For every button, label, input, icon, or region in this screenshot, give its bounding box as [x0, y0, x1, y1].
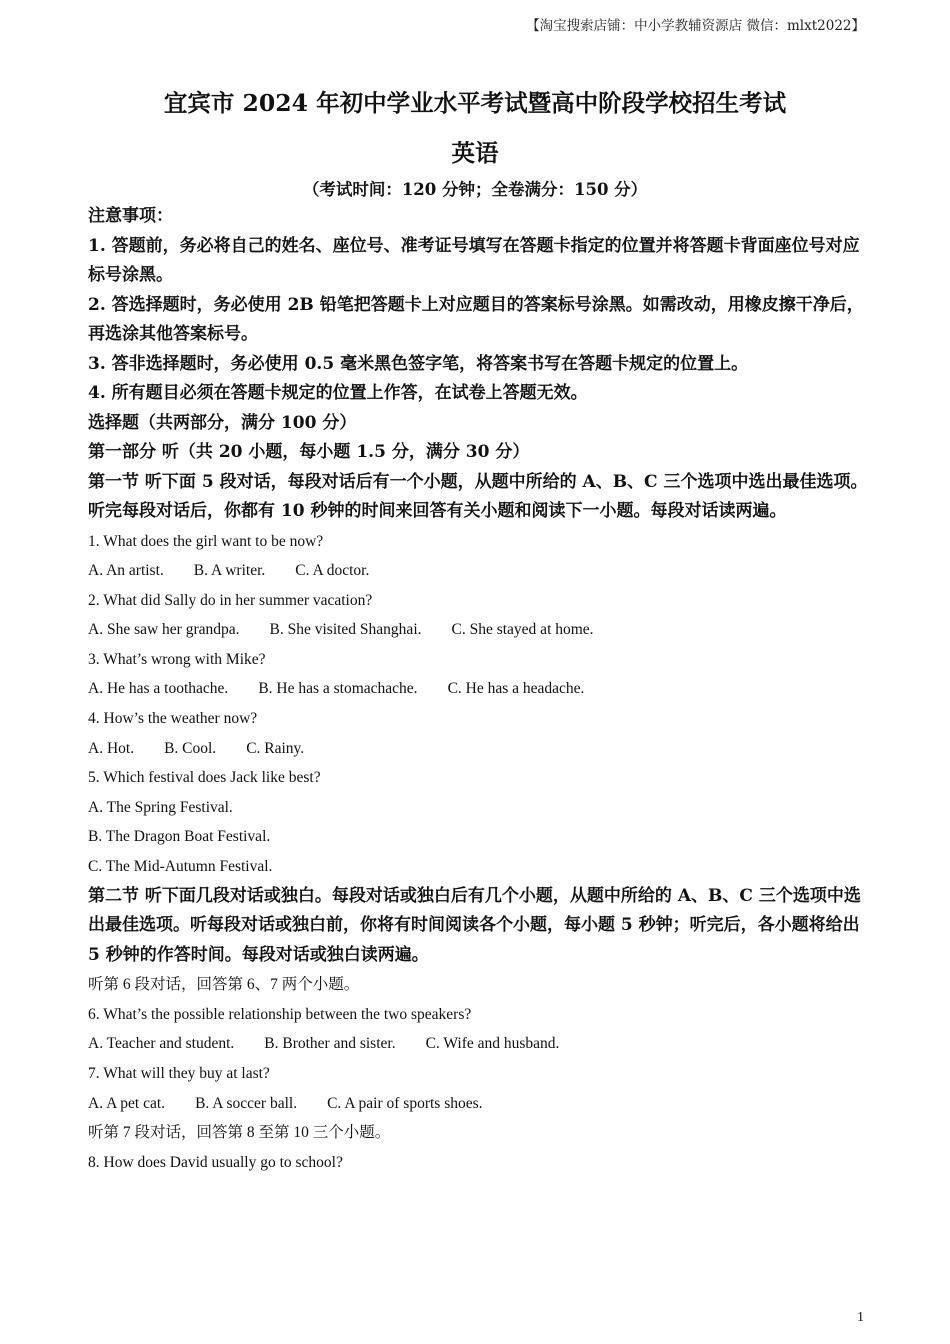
option-c: C. The Mid-Autumn Festival. [88, 858, 273, 876]
time-info: （考试时间：120 分钟；全卷满分：150 分） [302, 180, 648, 199]
option-b: B. A soccer ball. [195, 1094, 298, 1112]
dialog-7-note: 听第 7 段对话，回答第 8 至第 10 三个小题。 [88, 1124, 391, 1142]
notice-item-2: 2. 答选择题时，务必使用 2B 铅笔把答题卡上对应题目的答案标号涂黑。如需改动，用橡皮擦干净后，再选涂其他答案标号。 [88, 294, 864, 344]
option-a: A. An artist. [88, 562, 164, 580]
option-b: B. A writer. [193, 562, 266, 580]
option-a: A. The Spring Festival. [88, 798, 233, 816]
notice-item-1: 1. 答题前，务必将自己的姓名、座位号、准考证号填写在答题卡指定的位置并将答题卡背面座位号对应标号涂黑。 [88, 235, 860, 285]
section1-intro: 第一节 听下面 5 段对话，每段对话后有一个小题，从题中所给的 A、B、C 三个选项中选出最佳选项。听完每段对话后，你都有 10 秒钟的时间来回答有关小题和阅读下一小题。每段对话读两遍。 [88, 471, 868, 521]
question-4-options [88, 734, 868, 764]
question-6-options [88, 1029, 868, 1059]
exam-title: 宜宾市 2024 年初中学业水平考试暨高中阶段学校招生考试 [163, 89, 787, 117]
dialog-6-note: 听第 6 段对话，回答第 6、7 两个小题。 [88, 976, 360, 994]
question-3-options [88, 674, 868, 704]
notice-item-4: 4. 所有题目必须在答题卡规定的位置上作答，在试卷上答题无效。 [88, 383, 588, 403]
option-a: A. He has a toothache. [88, 680, 229, 698]
option-c: C. Wife and husband. [425, 1035, 560, 1053]
option-b: B. Cool. [164, 739, 217, 757]
notice-heading: 注意事项： [88, 206, 173, 226]
option-c: C. A doctor. [295, 562, 370, 580]
option-b: B. The Dragon Boat Festival. [88, 828, 271, 846]
question-1-options [88, 556, 868, 586]
option-c: C. A pair of sports shoes. [327, 1094, 483, 1112]
section2-intro: 第二节 听下面几段对话或独白。每段对话或独白后有几个小题，从题中所给的 A、B、C 三个选项中选出最佳选项。听每段对话或独白前，你将有时间阅读各个小题，每小题 5 秒钟；听完后，各小题将给出 5 秒钟的作答时间。每段对话或独白读两遍。 [88, 885, 861, 965]
question-6-stem: 6. What’s the possible relationship between the two speakers? [88, 1005, 472, 1023]
option-a: A. A pet cat. [88, 1094, 166, 1112]
option-c: C. She stayed at home. [451, 621, 594, 639]
question-2-stem: 2. What did Sally do in her summer vacation? [88, 591, 373, 609]
question-1-stem: 1. What does the girl want to be now? [88, 532, 324, 550]
question-4-stem: 4. How’s the weather now? [88, 710, 258, 728]
part1-heading: 第一部分 听（共 20 小题，每小题 1.5 分，满分 30 分） [88, 442, 530, 462]
question-5-stem: 5. Which festival does Jack like best? [88, 769, 321, 787]
option-a: A. She saw her grandpa. [88, 621, 240, 639]
subject-title: 英语 [451, 139, 499, 167]
header-note: 【淘宝搜索店铺：中小学教辅资源店 微信：mlxt2022】 [526, 18, 865, 34]
page-number: 1 [857, 1310, 864, 1325]
option-a: A. Teacher and student. [88, 1035, 235, 1053]
exam-content [88, 202, 868, 1177]
question-2-options [88, 615, 868, 645]
option-b: B. He has a stomachache. [258, 680, 418, 698]
question-7-options [88, 1089, 868, 1119]
option-a: A. Hot. [88, 739, 135, 757]
question-7-stem: 7. What will they buy at last? [88, 1064, 270, 1082]
choice-heading: 选择题（共两部分，满分 100 分） [88, 412, 357, 433]
question-8-stem: 8. How does David usually go to school? [88, 1153, 343, 1171]
option-c: C. He has a headache. [447, 680, 585, 698]
notice-item-3: 3. 答非选择题时，务必使用 0.5 毫米黑色签字笔，将答案书写在答题卡规定的位置上。 [88, 353, 749, 374]
option-b: B. She visited Shanghai. [269, 621, 422, 639]
option-b: B. Brother and sister. [264, 1035, 396, 1053]
option-c: C. Rainy. [246, 739, 305, 757]
question-3-stem: 3. What’s wrong with Mike? [88, 650, 266, 668]
